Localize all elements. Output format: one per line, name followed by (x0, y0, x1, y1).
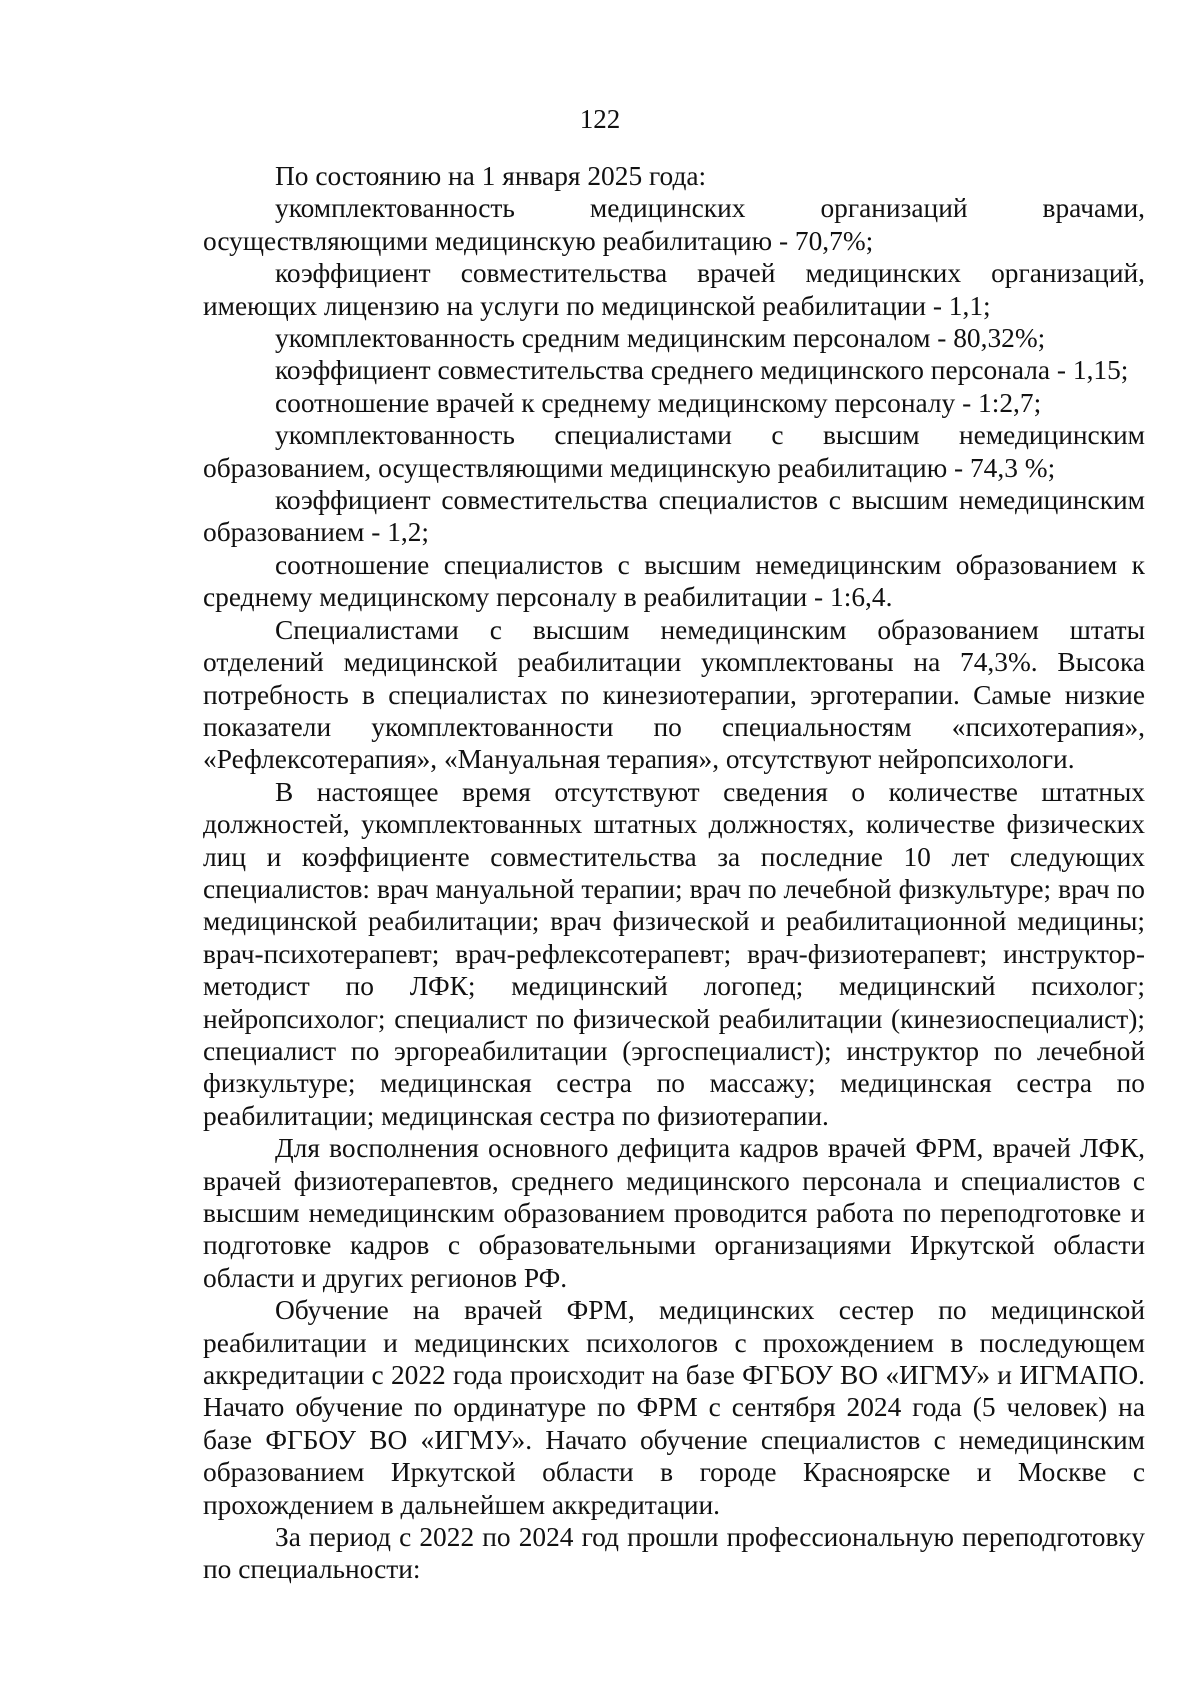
paragraph-doctor-nurse-ratio: соотношение врачей к среднему медицинскому персоналу - 1:2,7; (275, 387, 1042, 418)
paragraph-training-base: Обучение на врачей ФРМ, медицинских сестер по медицинской реабилитации и медицинских психологов с прохождением в последующем аккредитации с 2022 года происходит на базе ФГБОУ ВО «ИГМУ» и ИГМАПО. Начато обучение по ординатуре по ФРМ с сентября 2024 года (5 человек) на базе ФГБОУ ВО «ИГМУ». Начато обучение специалистов с немедицинским образованием Иркутской области в городе Красноярске и Москве с прохождением в дальнейшем аккредитации. (203, 1295, 1145, 1520)
document-body (203, 160, 1145, 1586)
paragraph-specialist-staffing: укомплектованность специалистами с высшим немедицинским образованием, осуществляющими медицинскую реабилитацию - 74,3 %; (203, 420, 1145, 483)
paragraph-retraining-work: Для восполнения основного дефицита кадров врачей ФРМ, врачей ЛФК, врачей физиотерапевтов, среднего медицинского персонала и специалистов с высшим немедицинским образованием проводится работа по переподготовке и подготовке кадров с образовательными организациями Иркутской области области и других регионов РФ. (203, 1133, 1145, 1293)
paragraph-nurse-staffing: укомплектованность средним медицинским персоналом - 80,32%; (275, 323, 1046, 354)
paragraph-specialist-shortage: Специалистами с высшим немедицинским образованием штаты отделений медицинской реабилитации укомплектованы на 74,3%. Высока потребность в специалистах по кинезиотерапии, эрготерапии. Самые низкие показатели укомплектованности по специальностям «психотерапия», «Рефлексотерапия», «Мануальная терапия», отсутствуют нейропсихологи. (203, 614, 1145, 775)
paragraph-missing-data: В настоящее время отсутствуют сведения о количестве штатных должностей, укомплектованных штатных должностях, количестве физических лиц и коэффициенте совместительства за последние 10 лет следующих специалистов: врач мануальной терапии; врач по лечебной физкультуре; врач по медицинской реабилитации; врач физической и реабилитационной медицины; врач-психотерапевт; врач-рефлексотерапевт; врач-физиотерапевт; инструктор-методист по ЛФК; медицинский логопед; медицинский психолог; нейропсихолог; специалист по физической реабилитации (кинезиоспециалист); специалист по эргореабилитации (эргоспециалист); инструктор по лечебной физкультуре; медицинская сестра по массажу; медицинская сестра по реабилитации; медицинская сестра по физиотерапии. (203, 776, 1145, 1131)
paragraph-doctor-combination-ratio: коэффициент совместительства врачей медицинских организаций, имеющих лицензию на услуги по медицинской реабилитации - 1,1; (203, 258, 1145, 321)
page-number: 122 (579, 104, 621, 134)
paragraph-retraining-period: За период с 2022 по 2024 год прошли профессиональную переподготовку по специальности: (203, 1522, 1145, 1585)
paragraph-status-date: По состоянию на 1 января 2025 года: (275, 161, 707, 191)
paragraph-specialist-nurse-ratio: соотношение специалистов с высшим немедицинским образованием к среднему медицинскому персоналу в реабилитации - 1:6,4. (203, 549, 1145, 613)
paragraph-specialist-combination-ratio: коэффициент совместительства специалистов с высшим немедицинским образованием - 1,2; (203, 485, 1145, 548)
paragraph-doctor-staffing: укомплектованность медицинских организаций врачами, осуществляющими медицинскую реабилитацию - 70,7%; (203, 193, 1145, 256)
paragraph-nurse-combination-ratio: коэффициент совместительства среднего медицинского персонала - 1,15; (275, 355, 1129, 386)
